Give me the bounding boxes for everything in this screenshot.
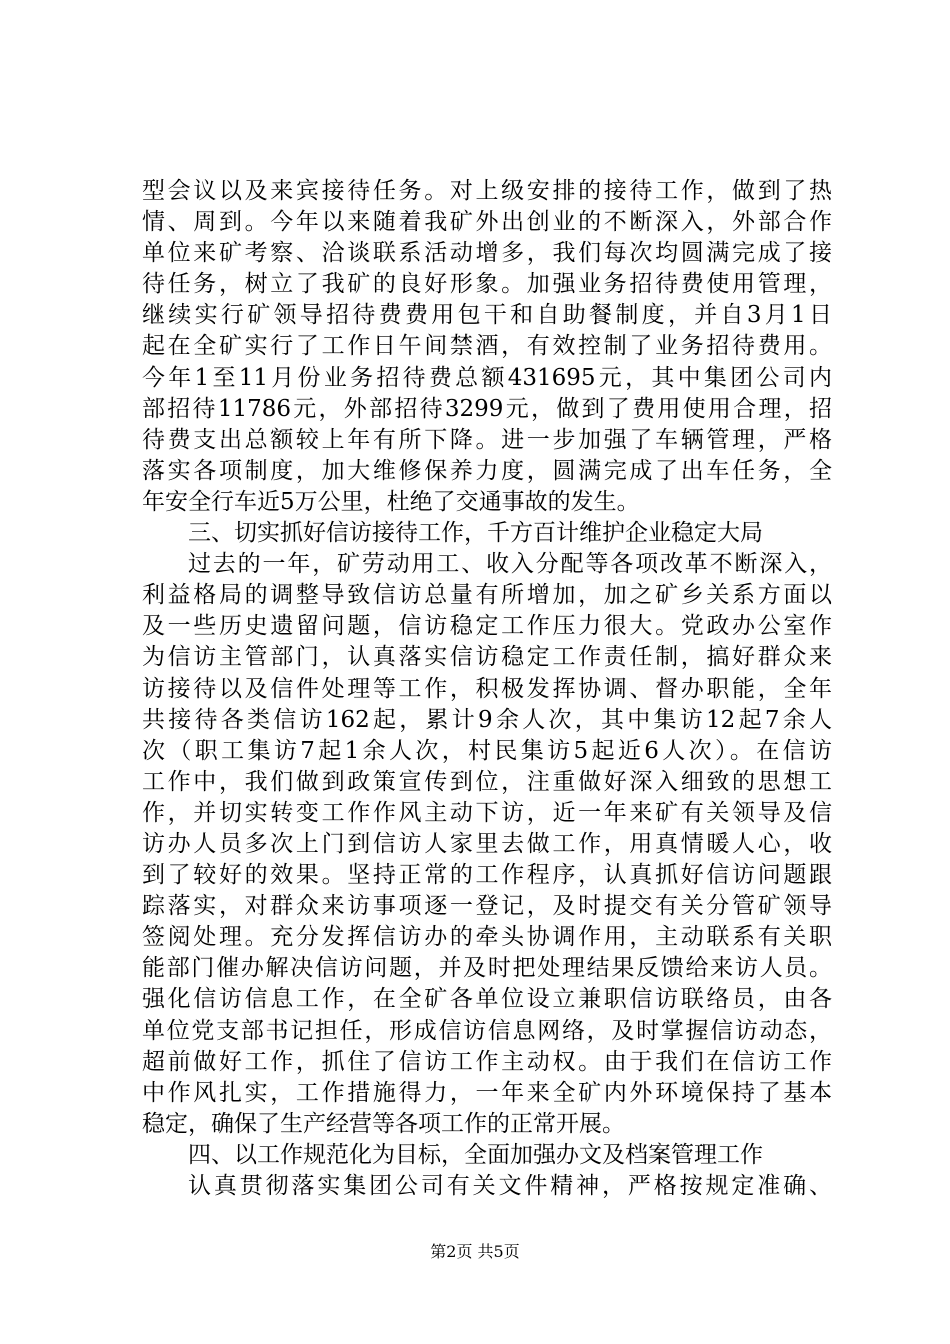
text-line: 稳定，确保了生产经营等各项工作的正常开展。 <box>142 1110 625 1137</box>
text-line: 型会议以及来宾接待任务。对上级安排的接待工作，做到了热 <box>142 178 832 204</box>
body-text <box>142 176 832 1202</box>
text-line: 过去的一年，矿劳动用工、收入分配等各项改革不断深入， <box>188 551 832 578</box>
text-line: 利益格局的调整导致信访总量有所增加，加之矿乡关系方面以 <box>142 582 832 609</box>
text-line: 单位来矿考察、洽谈联系活动增多，我们每次均圆满完成了接 <box>142 240 832 267</box>
text-line: 踪落实，对群众来访事项逐一登记，及时提交有关分管矿领导 <box>142 893 832 920</box>
text-line: 签阅处理。充分发挥信访办的牵头协调作用，主动联系有关职 <box>142 924 832 951</box>
text-line: 访办人员多次上门到信访人家里去做工作，用真情暖人心，收 <box>142 830 832 857</box>
text-line: 到了较好的效果。坚持正常的工作程序，认真抓好信访问题跟 <box>142 862 832 889</box>
text-line: 为信访主管部门，认真落实信访稳定工作责任制，搞好群众来 <box>142 644 832 671</box>
text-line: 年安全行车近5万公里，杜绝了交通事故的发生。 <box>142 488 640 515</box>
text-line: 能部门催办解决信访问题，并及时把处理结果反馈给来访人员。 <box>142 955 832 982</box>
text-line: 工作中，我们做到政策宣传到位，注重做好深入细致的思想工 <box>142 768 832 795</box>
text-line: 强化信访信息工作，在全矿各单位设立兼职信访联络员，由各 <box>142 986 832 1013</box>
text-line: 部招待11786元，外部招待3299元，做到了费用使用合理，招 <box>142 395 832 422</box>
page-footer <box>0 1242 950 1262</box>
text-line: 待费支出总额较上年有所下降。进一步加强了车辆管理，严格 <box>142 426 832 453</box>
text-line: 次（职工集访7起1余人次，村民集访5起近6人次）。在信访 <box>142 737 832 764</box>
text-line: 落实各项制度，加大维修保养力度，圆满完成了出车任务，全 <box>142 457 832 484</box>
section-heading: 三、切实抓好信访接待工作，千方百计维护企业稳定大局 <box>188 520 763 547</box>
text-line: 继续实行矿领导招待费费用包干和自助餐制度，并自3月1日 <box>142 302 832 329</box>
text-line: 情、周到。今年以来随着我矿外出创业的不断深入，外部合作 <box>142 209 832 236</box>
text-line: 超前做好工作，抓住了信访工作主动权。由于我们在信访工作 <box>142 1048 832 1075</box>
text-line: 认真贯彻落实集团公司有关文件精神，严格按规定准确、 <box>188 1173 832 1199</box>
text-line: 单位党支部书记担任，形成信访信息网络，及时掌握信访动态， <box>142 1017 832 1044</box>
text-line: 今年1至11月份业务招待费总额431695元，其中集团公司内 <box>142 364 832 391</box>
text-line: 起在全矿实行了工作日午间禁酒，有效控制了业务招待费用。 <box>142 333 832 360</box>
text-line: 及一些历史遗留问题，信访稳定工作压力很大。党政办公室作 <box>142 613 832 640</box>
page-number: 第2页 共5页 <box>430 1242 520 1261</box>
text-line: 共接待各类信访162起，累计9余人次，其中集访12起7余人 <box>142 706 832 733</box>
text-line: 中作风扎实，工作措施得力，一年来全矿内外环境保持了基本 <box>142 1079 832 1106</box>
text-line: 待任务，树立了我矿的良好形象。加强业务招待费使用管理， <box>142 271 832 298</box>
section-heading: 四、以工作规范化为目标，全面加强办文及档案管理工作 <box>188 1141 763 1168</box>
text-line: 访接待以及信件处理等工作，积极发挥协调、督办职能，全年 <box>142 675 832 702</box>
text-line: 作，并切实转变工作作风主动下访，近一年来矿有关领导及信 <box>142 799 832 826</box>
